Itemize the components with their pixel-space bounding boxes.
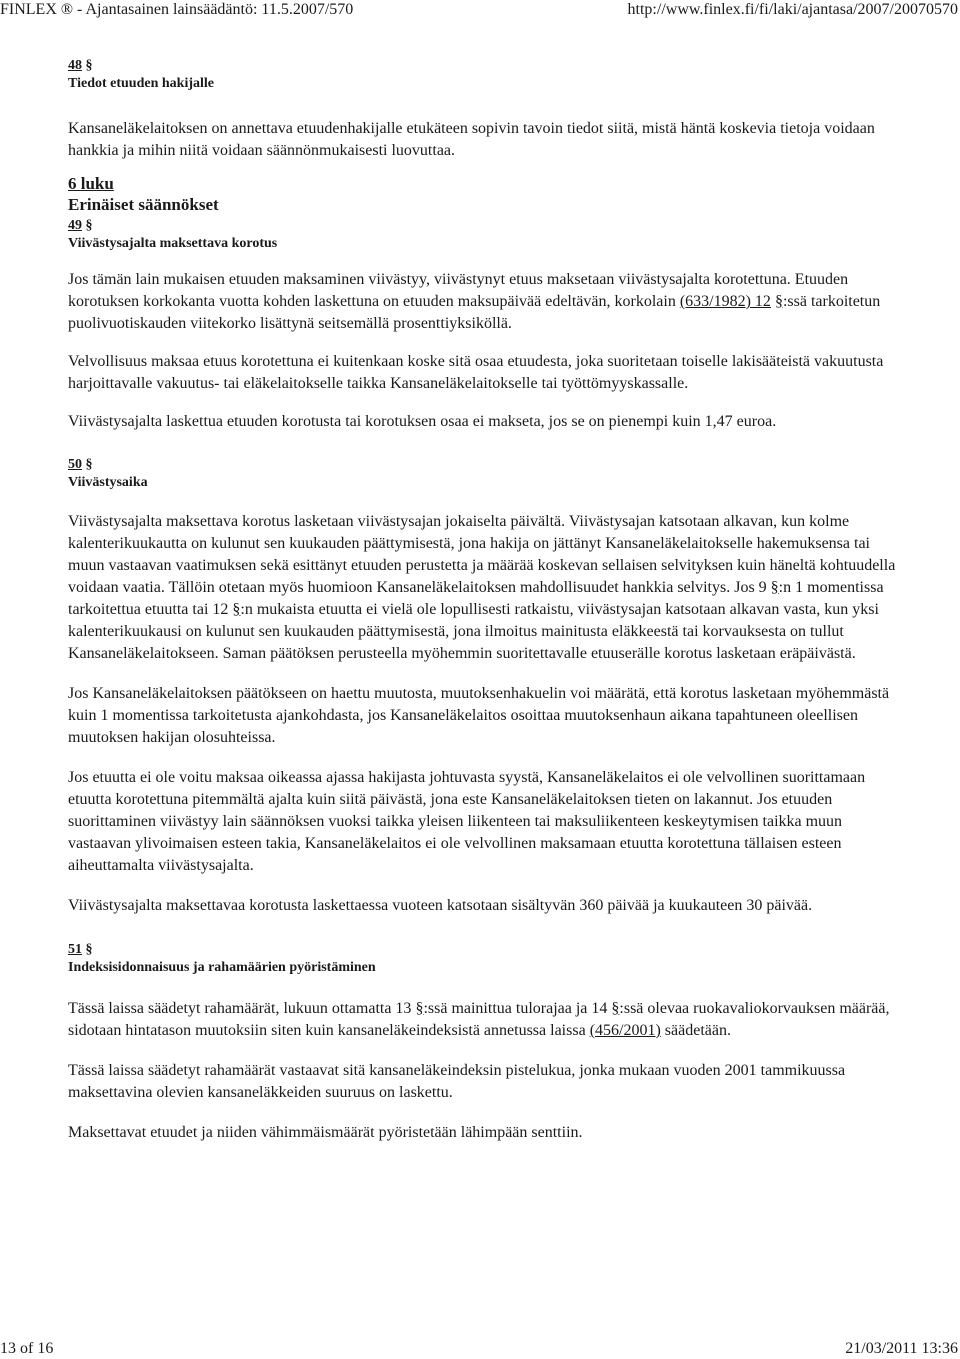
document-body [68, 57, 898, 1144]
section-symbol: § [85, 218, 93, 233]
paragraph: Tässä laissa säädetyt rahamäärät vastaavat sitä kansaneläkeindeksin pistelukua, jonka mukaan vuoden 2001 tammikuussa maksettavina olevien kansaneläkkeiden suuruus on laskettu. [68, 1062, 846, 1101]
section-number-link[interactable]: 48 [68, 58, 82, 73]
section-symbol[interactable]: § [774, 293, 783, 310]
section-symbol: § [85, 942, 93, 957]
paragraph: Jos tämän lain mukaisen etuuden maksaminen viivästyy, viivästynyt etuus maksetaan viivästysajalta korotettuna. Etuuden korotuksen korkokanta vuotta kohden laskettuna on etuuden maksupäivää edeltävän, korkolain (633/1982) 12 §:ssä tarkoitetun puolivuotiskauden viitekorko lisättynä seitsemällä prosenttiyksiköllä. [68, 271, 881, 332]
section-48 [68, 57, 898, 162]
section-number[interactable] [68, 57, 898, 74]
paragraph: Tässä laissa säädetyt rahamäärät, lukuun ottamatta 13 §:ssä mainittua tulorajaa ja 14 §:ssä olevaa ruokavaliokorvauksen määrää, sidotaan hintatason muutoksiin siten kuin kansaneläkeindeksistä annetussa laissa (456/2001) säädetään. [68, 1000, 890, 1039]
section-symbol: § [85, 457, 93, 472]
paragraph: Maksettavat etuudet ja niiden vähimmäismäärät pyöristetään lähimpään senttiin. [68, 1124, 583, 1141]
section-title: Indeksisidonnaisuus ja rahamäärien pyöristäminen [68, 960, 376, 975]
paragraph: Viivästysajalta maksettavaa korotusta laskettaessa vuoteen katsotaan sisältyvän 360 päivää ja kuukauteen 30 päivää. [68, 897, 813, 914]
section-title: Tiedot etuuden hakijalle [68, 76, 214, 91]
print-timestamp: 21/03/2011 13:36 [845, 1340, 958, 1357]
paragraph: Jos etuutta ei ole voitu maksaa oikeassa ajassa hakijasta johtuvasta syystä, Kansaneläkelaitos ei ole velvollinen suorittamaan etuutta korotettuna pitemmältä ajalta kuin siitä päivästä, jona este Kansaneläkelaitoksen tieten on lakannut. Jos etuuden suorittaminen viivästyy lain säännöksen vuoksi taikka yleisen liikenteen tai maksuliikenteen keskeytymisen taikka muun vastaavan ylivoimaisen esteen takia, Kansaneläkelaitos ei ole velvollinen maksamaan etuutta korotettuna tällaisen esteen aiheuttamalta viivästysajalta. [68, 769, 866, 874]
law-reference-link[interactable]: (456/2001) [589, 1022, 661, 1039]
section-51 [68, 941, 898, 1144]
header-title: FINLEX ® - Ajantasainen lainsäädäntö: 11.5.2007/570 [0, 1, 354, 18]
chapter-title: Erinäiset säännökset [68, 195, 219, 214]
law-reference-link[interactable]: (633/1982) 12 [679, 293, 771, 310]
section-number[interactable] [68, 941, 898, 958]
chapter-number[interactable]: 6 luku [68, 174, 114, 193]
section-number-link[interactable]: 49 [68, 218, 82, 233]
section-number-link[interactable]: 51 [68, 942, 82, 957]
section-number[interactable] [68, 456, 898, 473]
section-title: Viivästysajalta maksettava korotus [68, 236, 278, 251]
section-symbol[interactable]: § [611, 1000, 620, 1017]
paragraph: Jos Kansaneläkelaitoksen päätökseen on haettu muutosta, muutoksenhakuelin voi määrätä, että korotus lasketaan myöhemmästä kuin 1 momentissa tarkoitetusta ajankohdasta, jos Kansaneläkelaitos osoittaa muutoksenhaun aikana tapahtuneen oleellisen muutoksen hakijan olosuhteissa. [68, 685, 890, 746]
chapter-6 [68, 173, 898, 215]
section-50 [68, 456, 898, 917]
section-49 [68, 217, 898, 433]
paragraph: Viivästysajalta laskettua etuuden korotusta tai korotuksen osaa ei makseta, jos se on pienempi kuin 1,47 euroa. [68, 413, 777, 430]
paragraph: Velvollisuus maksaa etuus korotettuna ei kuitenkaan koske sitä osaa etuudesta, joka suoritetaan toiselle lakisääteistä vakuutusta harjoittavalle vakuutus- tai eläkelaitokselle taikka Kansaneläkelaitokselle tai työttömyyskassalle. [68, 353, 884, 392]
paragraph: Kansaneläkelaitoksen on annettava etuudenhakijalle etukäteen sopivin tavoin tiedot siitä, mistä häntä koskevia tietoja voidaan hankkia ja mihin niitä voidaan säännönmukaisesti luovuttaa. [68, 120, 875, 159]
section-symbol: § [85, 58, 93, 73]
paragraph: Viivästysajalta maksettava korotus lasketaan viivästysajan jokaiselta päivältä. Viivästysajan katsotaan alkavan, kun kolme kalenterikuukautta on kulunut sen kuukauden päättymisestä, jona hakija on jättänyt Kansaneläkelaitokselle hakemuksensa tai muun vastaavan vaatimuksen sekä esittänyt etuuden perustetta ja määrää koskevan sellaisen selvityksen kuin häneltä kohtuudella voidaan vaatia. Tällöin otetaan myös huomioon Kansaneläkelaitoksen mahdollisuudet hankkia selvitys. Jos 9 §:n 1 momentissa tarkoitettua etuutta tai 12 §:n mukaista etuutta ei vielä ole lopullisesti ratkaistu, viivästysajan katsotaan alkavan vasta, kun yksi kalenterikuukausi on kulunut sen kuukauden päättymisestä, jona ilmoitus mainitusta eläkkeestä tai korvauksesta on tullut Kansaneläkelaitokseen. Saman päätöksen perusteella myöhemmin suoritettavalle etuuserälle korotus lasketaan eräpäivästä. [68, 513, 896, 662]
section-number[interactable] [68, 217, 898, 234]
section-title: Viivästysaika [68, 475, 148, 490]
section-symbol[interactable]: § [232, 601, 241, 618]
section-number-link[interactable]: 50 [68, 457, 82, 472]
section-symbol[interactable]: § [770, 579, 779, 596]
page-counter: 13 of 16 [0, 1340, 54, 1357]
header-url[interactable]: http://www.finlex.fi/fi/laki/ajantasa/2007/20070570 [627, 1, 958, 18]
section-symbol[interactable]: § [415, 1000, 424, 1017]
